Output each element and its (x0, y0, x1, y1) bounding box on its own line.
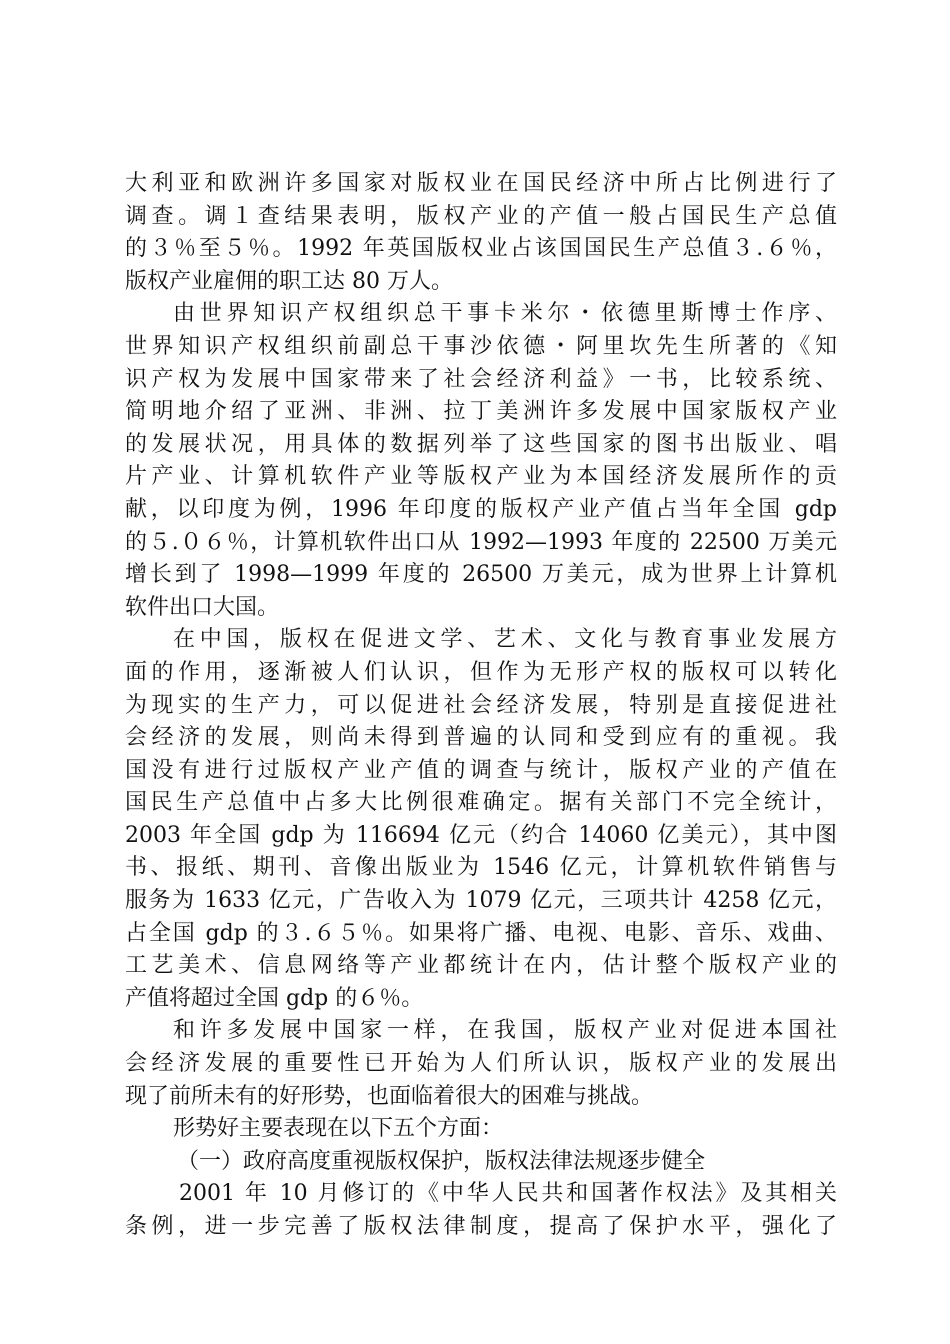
text-line: 国没有进行过版权产业产值的调查与统计，版权产业的产值在 (125, 757, 837, 783)
text-line: 在中国，版权在促进文学、艺术、文化与教育事业发展方 (173, 627, 837, 653)
text-line: 和许多发展中国家一样，在我国，版权产业对促进本国社 (173, 1018, 837, 1044)
text-line: 版权产业雇佣的职工达 80 万人。 (125, 268, 453, 294)
text-line: 工艺美术、信息网络等产业都统计在内，估计整个版权产业的 (125, 953, 837, 979)
text-line: 2001 年 10 月修订的《中华人民共和国著作权法》及其相关 (179, 1181, 837, 1207)
text-line: 软件出口大国。 (125, 594, 280, 620)
text-line: 现了前所未有的好形势，也面临着很大的困难与挑战。 (125, 1083, 654, 1109)
text-line: 片产业、计算机软件产业等版权产业为本国经济发展所作的贡 (125, 464, 837, 490)
text-line: 国民生产总值中占多大比例很难确定。据有关部门不完全统计， (125, 790, 837, 816)
text-line: 识产权为发展中国家带来了社会经济利益》一书，比较系统、 (125, 366, 837, 392)
paragraph-1 (125, 168, 837, 298)
text-line: 形势好主要表现在以下五个方面： (173, 1116, 504, 1142)
paragraph-2 (125, 298, 837, 624)
text-line: 条例，进一步完善了版权法律制度，提高了保护水平，强化了 (125, 1214, 837, 1239)
heading-text: （一）政府高度重视版权保护，版权法律法规逐步健全 (177, 1148, 706, 1174)
text-line: 的３％至５％。1992 年英国版权业占该国国民生产总值３.６％， (125, 236, 837, 262)
text-line: 书、报纸、期刊、音像出版业为 1546 亿元，计算机软件销售与 (125, 855, 837, 881)
text-line: 会经济的发展，则尚未得到普遍的认同和受到应有的重视。我 (125, 725, 837, 751)
paragraph-6 (125, 1178, 837, 1243)
text-line: 献，以印度为例，1996 年印度的版权产业产值占当年全国 gdp (125, 496, 837, 522)
paragraph-5 (125, 1113, 837, 1146)
text-line: 的发展状况，用具体的数据列举了这些国家的图书出版业、唱 (125, 431, 837, 457)
text-line: 的５.０６％，计算机软件出口从 1992—1993 年度的 22500 万美元 (125, 529, 837, 555)
document-body (125, 168, 837, 1244)
text-line: 占全国 gdp 的３.６５％。如果将广播、电视、电影、音乐、戏曲、 (125, 920, 837, 946)
text-line: 2003 年全国 gdp 为 116694 亿元（约合 14060 亿美元），其中图 (125, 822, 837, 848)
text-line: 会经济发展的重要性已开始为人们所认识，版权产业的发展出 (125, 1051, 837, 1077)
text-line: 简明地介绍了亚洲、非洲、拉丁美洲许多发展中国家版权产业 (125, 399, 837, 425)
text-line: 面的作用，逐渐被人们认识，但作为无形产权的版权可以转化 (125, 659, 837, 685)
text-line: 大利亚和欧洲许多国家对版权业在国民经济中所占比例进行了 (125, 171, 837, 196)
text-line: 产值将超过全国 gdp 的６％。 (125, 985, 424, 1011)
text-line: 为现实的生产力，可以促进社会经济发展，特别是直接促进社 (125, 692, 837, 718)
text-line: 增长到了 1998—1999 年度的 26500 万美元，成为世界上计算机 (125, 562, 837, 588)
section-heading (125, 1146, 837, 1179)
text-line: 调查。调１查结果表明，版权产业的产值一般占国民生产总值 (125, 203, 837, 229)
paragraph-4 (125, 1015, 837, 1113)
text-line: 服务为 1633 亿元，广告收入为 1079 亿元，三项共计 4258 亿元， (125, 888, 837, 914)
paragraph-3 (125, 624, 837, 1015)
text-line: 由世界知识产权组织总干事卡米尔・依德里斯博士作序、 (173, 301, 837, 327)
text-line: 世界知识产权组织前副总干事沙依德・阿里坎先生所著的《知 (125, 333, 837, 359)
